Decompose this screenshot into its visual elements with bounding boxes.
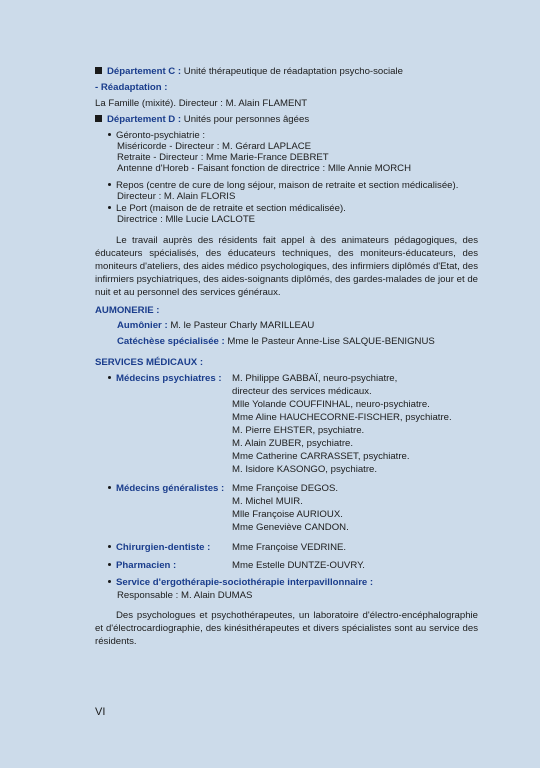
- psychiatre-item: M. Isidore KASONGO, psychiatre.: [232, 464, 378, 475]
- pharmacien-label: Pharmacien :: [108, 560, 176, 573]
- dentiste-value: Mme Françoise VEDRINE.: [232, 542, 347, 553]
- readaptation-heading: - Réadaptation :: [95, 82, 168, 93]
- catechese-line: Catéchèse spécialisée : Mme le Pasteur Anne-Lise SALQUE-BENIGNUS: [117, 336, 435, 347]
- repos-director: Directeur : M. Alain FLORIS: [117, 191, 236, 202]
- aumonerie-heading: AUMONERIE :: [95, 305, 160, 316]
- psychiatre-item: Mme Aline HAUCHECORNE-FISCHER, psychiatre.: [232, 412, 452, 423]
- services-heading: SERVICES MÉDICAUX :: [95, 357, 204, 368]
- psychiatre-item: Mlle Yolande COUFFINHAL, neuro-psychiatre.: [232, 399, 430, 410]
- pharmacien-value: Mme Estelle DUNTZE-OUVRY.: [232, 560, 365, 571]
- bullet-icon: [108, 580, 111, 583]
- generaliste-item: Mme Geneviève CANDON.: [232, 522, 349, 533]
- psychiatre-item: M. Philippe GABBAÏ, neuro-psychiatre,: [232, 373, 398, 384]
- geronto-title: Géronto-psychiatrie :: [108, 130, 205, 143]
- geronto-line: Retraite - Directeur : Mme Marie-France DEBRET: [117, 152, 329, 163]
- dentiste-label: Chirurgien-dentiste :: [108, 542, 210, 555]
- generaliste-item: Mme Françoise DEGOS.: [232, 483, 339, 494]
- bullet-icon: [108, 133, 111, 136]
- bullet-icon: [108, 183, 111, 186]
- repos-title: Repos (centre de cure de long séjour, maison de retraite et section médicalisée).: [108, 180, 458, 193]
- psychiatre-item: M. Pierre EHSTER, psychiatre.: [232, 425, 365, 436]
- ergo-responsable: Responsable : M. Alain DUMAS: [117, 590, 253, 601]
- psychiatres-label: Médecins psychiatres :: [108, 373, 222, 386]
- dept-c-heading: [95, 66, 403, 79]
- dept-d-label: Département D :: [107, 114, 182, 125]
- bullet-icon: [108, 206, 111, 209]
- bullet-icon: [108, 563, 111, 566]
- staff-paragraph: Le travail auprès des résidents fait appel à des animateurs pédagogiques, des éducateurs spécialisés, des éducateurs techniques, des moniteurs-éducateurs, des moniteurs d'ateliers, des aides médico psychologiques, des infirmiers diplômés d'Etat, des infirmiers psychiatriques, des aides-soignants diplômés, des gardes-malades de jour et de nuit et au personnel des services généraux.: [95, 235, 478, 298]
- dept-c-text: Unité thérapeutique de réadaptation psycho-sociale: [183, 66, 403, 77]
- generaliste-item: Mlle Françoise AURIOUX.: [232, 509, 343, 520]
- bullet-icon: [108, 545, 111, 548]
- bullet-icon: [108, 376, 111, 379]
- dept-c-label: Département C :: [107, 66, 182, 77]
- geronto-line: Miséricorde - Directeur : M. Gérard LAPLACE: [117, 141, 312, 152]
- famille-line: La Famille (mixité). Directeur : M. Alain FLAMENT: [95, 98, 308, 109]
- dept-d-text: Unités pour personnes âgées: [183, 114, 310, 125]
- geronto-line: Antenne d'Horeb - Faisant fonction de directrice : Mlle Annie MORCH: [117, 163, 412, 174]
- dept-d-heading: [95, 114, 309, 127]
- port-title: Le Port (maison de de retraite et section médicalisée).: [108, 203, 346, 216]
- bullet-icon: [108, 486, 111, 489]
- square-bullet-icon: [95, 67, 102, 74]
- generaliste-item: M. Michel MUIR.: [232, 496, 303, 507]
- psychiatre-item: Mme Catherine CARRASSET, psychiatre.: [232, 451, 410, 462]
- page-number: VI: [95, 706, 106, 718]
- square-bullet-icon: [95, 115, 102, 122]
- port-director: Directrice : Mlle Lucie LACLOTE: [117, 214, 256, 225]
- specialists-paragraph: Des psychologues et psychothérapeutes, un laboratoire d'électro-encéphalographie et d'électrocardiographie, des kinésithérapeutes et divers spécialistes sont au service des résidents.: [95, 610, 478, 647]
- generalistes-label: Médecins généralistes :: [108, 483, 224, 496]
- psychiatre-item: directeur des services médicaux.: [232, 386, 372, 397]
- aumonier-line: Aumônier : M. le Pasteur Charly MARILLEAU: [117, 320, 315, 331]
- psychiatre-item: M. Alain ZUBER, psychiatre.: [232, 438, 354, 449]
- ergo-label: Service d'ergothérapie-sociothérapie interpavillonnaire :: [108, 577, 373, 590]
